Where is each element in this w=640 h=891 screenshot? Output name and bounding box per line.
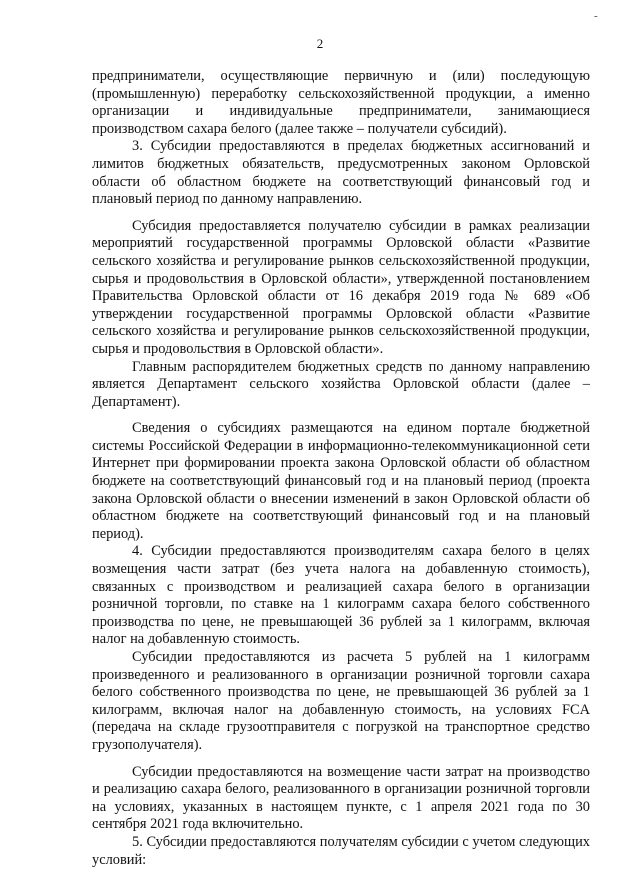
paragraph: 5. Субсидии предоставляются получателям субсидии с учетом следующих условий: [92, 833, 590, 868]
paragraph: Субсидия предоставляется получателю субсидии в рамках реализации мероприятий государственной программы Орловской области «Развитие сельского хозяйства и регулирование рынков сельскохозяйственной продукции, сырья и продовольствия в Орловской области», утвержденной постановлением Правительства Орловской области от 16 декабря 2019 года № 689 «Об утверждении государственной программы Орловской области «Развитие сельского хозяйства и регулирование рынков сельскохозяйственной продукции, сырья и продовольствия в Орловской области». [92, 217, 590, 357]
page-number: 2 [316, 36, 324, 51]
document-body [92, 68, 590, 869]
paragraph: Главным распорядителем бюджетных средств по данному направлению является Департамент сельского хозяйства Орловской области (далее – Департамент). [92, 358, 590, 410]
paragraph: предприниматели, осуществляющие первичную и (или) последующую (промышленную) переработку сельскохозяйственной продукции, а именно организации и индивидуальные предприниматели, занимающиеся производством сахара белого (далее также – получатели субсидий). [92, 68, 590, 137]
corner-mark: - [594, 10, 598, 22]
paragraph: 3. Субсидии предоставляются в пределах бюджетных ассигнований и лимитов бюджетных обязательств, предусмотренных законом Орловской области об областном бюджете на соответствующий финансовый год и плановый период по данному направлению. [92, 138, 590, 208]
paragraph: Субсидии предоставляются из расчета 5 рублей на 1 килограмм произведенного и реализованного в организации розничной торговли сахара белого собственного производства по цене, не превышающей 36 рублей за 1 килограмм, включая налог на добавленную стоимость, на условиях FCA (передача на складе грузоотправителя с погрузкой на транспортное средство грузополучателя). [92, 649, 590, 753]
paragraph: Сведения о субсидиях размещаются на едином портале бюджетной системы Российской Федерации в информационно-телекоммуникационной сети Интернет при формировании проекта закона Орловской области об областном бюджете на соответствующий финансовый год и на плановый период (проекта закона Орловской области о внесении изменений в закон Орловской области об областном бюджете на соответствующий финансовый год и на плановый период). [92, 420, 590, 542]
paragraph: Субсидии предоставляются на возмещение части затрат на производство и реализацию сахара белого, реализованного в организации розничной торговли на условиях, указанных в настоящем пункте, с 1 апреля 2021 года по 30 сентября 2021 года включительно. [92, 763, 590, 833]
paragraph: 4. Субсидии предоставляются производителям сахара белого в целях возмещения части затрат (без учета налога на добавленную стоимость), связанных с производством и реализацией сахара белого в организации розничной торговли, по ставке на 1 килограмм сахара белого собственного производства по цене, не превышающей 36 рублей за 1 килограмм, включая налог на добавленную стоимость. [92, 543, 590, 648]
